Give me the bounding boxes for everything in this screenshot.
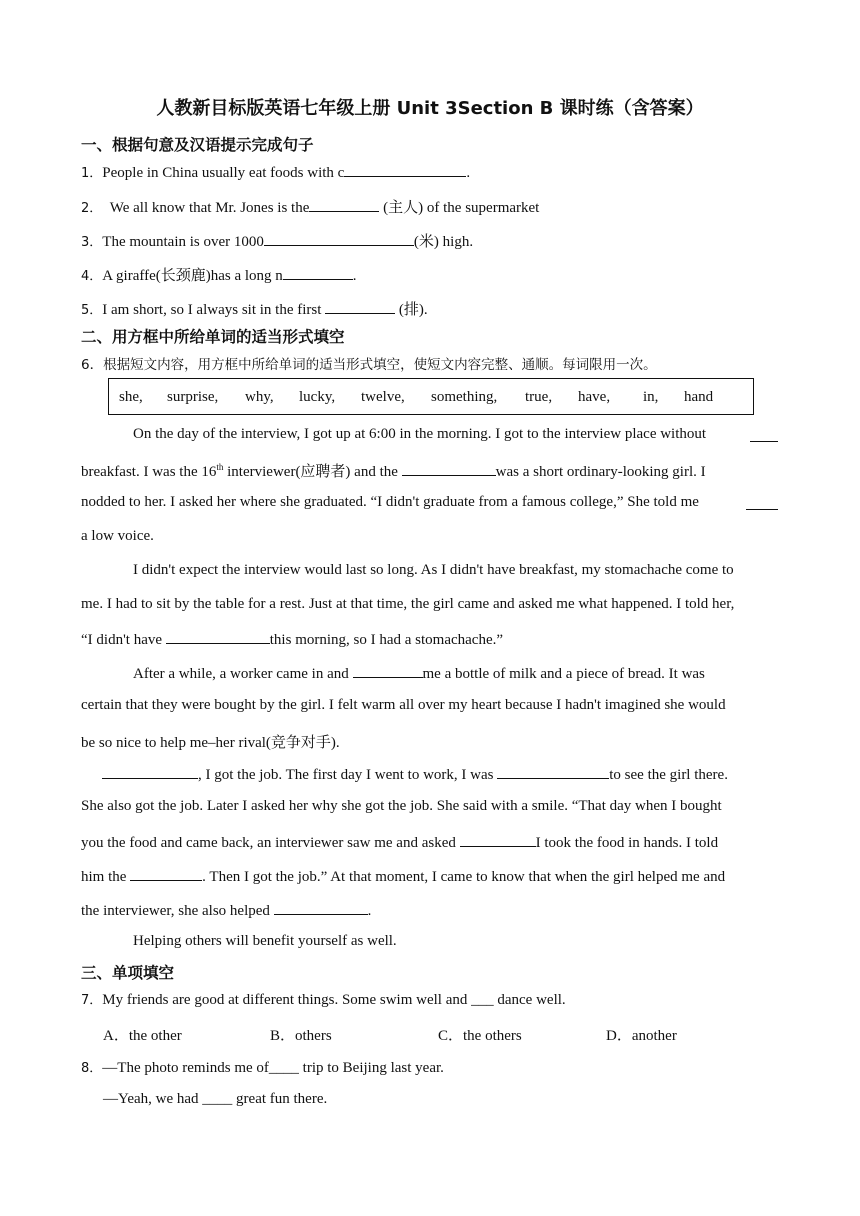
word-box-item: she, <box>119 389 143 405</box>
word-box-item: have, <box>578 389 611 405</box>
passage-line: a low voice. <box>81 528 154 544</box>
passage-line: On the day of the interview, I got up at 6:00 in the morning. I got to the interview place without <box>133 426 707 442</box>
word-box-item: in, <box>643 389 659 405</box>
passage-line: , I got the job. The first day I went to work, I was to see the girl there. <box>102 764 728 784</box>
answer-blank[interactable] <box>309 197 379 212</box>
passage-line: “I didn't have this morning, so I had a stomachache.” <box>81 629 503 649</box>
question-text-end: . <box>352 268 357 284</box>
passage-line: After a while, a worker came in and me a bottle of milk and a piece of bread. It was <box>133 663 705 683</box>
word-box-item: twelve, <box>361 389 405 405</box>
question-8-line-2: —Yeah, we had ____ great fun there. <box>103 1091 328 1107</box>
passage-line: nodded to her. I asked her where she graduated. “I didn't graduate from a famous college,” She told me <box>81 494 699 510</box>
passage-line: She also got the job. Later I asked her why she got the job. She said with a smile. “That day when I bought <box>81 798 722 814</box>
question-2 <box>81 196 539 217</box>
passage-line: me. I had to sit by the table for a rest. Just at that time, the girl came and asked me what happened. I told her, <box>81 596 735 612</box>
word-box-item: true, <box>525 389 553 405</box>
option-a[interactable]: A．the other <box>103 1028 182 1044</box>
question-1 <box>81 162 470 182</box>
passage-line: be so nice to help me–her rival(竞争对手). <box>81 735 340 751</box>
passage-line: him the . Then I got the job.” At that moment, I came to know that when the girl helped me and <box>81 866 725 886</box>
question-text: My friends are good at different things. Some swim well and ___ dance well. <box>102 992 566 1008</box>
question-3 <box>81 230 473 251</box>
answer-blank[interactable] <box>102 764 198 779</box>
question-text-end: . <box>466 165 471 181</box>
question-text: —The photo reminds me of____ trip to Beijing last year. <box>102 1060 444 1076</box>
question-6 <box>81 353 657 373</box>
question-number: 5． <box>81 303 103 318</box>
question-text-end: (主人) of the supermarket <box>379 200 540 216</box>
question-text: The mountain is over 1000 <box>102 234 264 250</box>
passage-line: you the food and came back, an interviewer saw me and asked I took the food in hands. I told <box>81 832 718 852</box>
passage-line: breakfast. I was the 16th interviewer(应聘者) and the was a short ordinary-looking girl. I <box>81 462 706 480</box>
question-number: 2． <box>81 201 103 216</box>
answer-blank[interactable] <box>353 663 423 678</box>
question-text: 根据短文内容，用方框中所给单词的适当形式填空，使短文内容完整、通顺。每词限用一次。 <box>103 357 657 373</box>
word-box-item: why, <box>245 389 274 405</box>
answer-blank[interactable] <box>497 764 609 779</box>
option-c[interactable]: C．the others <box>438 1028 522 1044</box>
answer-blank[interactable] <box>283 265 353 280</box>
question-number: 8． <box>81 1061 103 1076</box>
passage-line: the interviewer, she also helped . <box>81 900 371 920</box>
question-text-end: (米) high. <box>413 234 474 250</box>
question-text: People in China usually eat foods with c <box>102 165 345 181</box>
answer-blank[interactable] <box>166 629 270 644</box>
question-text-end: (排). <box>395 302 428 318</box>
passage-line: Helping others will benefit yourself as well. <box>133 933 397 949</box>
option-b[interactable]: B．others <box>270 1028 332 1044</box>
word-box-item: hand <box>684 389 714 405</box>
question-number: 1． <box>81 166 103 181</box>
question-7 <box>81 989 566 1009</box>
section-heading-2: 二、用方框中所给单词的适当形式填空 <box>81 328 345 346</box>
word-box <box>108 378 754 415</box>
passage-line: I didn't expect the interview would last so long. As I didn't have breakfast, my stomachache come to <box>133 562 734 578</box>
question-5 <box>81 298 428 319</box>
passage-line: certain that they were bought by the girl. I felt warm all over my heart because I hadn't imagined she would <box>81 697 726 713</box>
question-number: 4． <box>81 269 103 284</box>
word-box-item: lucky, <box>299 389 336 405</box>
section-heading-3: 三、单项填空 <box>81 964 175 982</box>
question-4 <box>81 264 357 285</box>
question-text: A giraffe(长颈鹿)has a long n <box>102 268 283 284</box>
question-number: 3． <box>81 235 103 250</box>
answer-blank[interactable] <box>460 832 536 847</box>
answer-blank[interactable] <box>344 162 466 177</box>
section-heading-1: 一、根据句意及汉语提示完成句子 <box>81 136 314 154</box>
question-number: 6． <box>81 357 104 373</box>
question-number: 7． <box>81 993 103 1008</box>
answer-blank[interactable] <box>274 900 368 915</box>
answer-blank[interactable] <box>130 866 202 881</box>
word-box-item: surprise, <box>167 389 219 405</box>
question-text: We all know that Mr. Jones is the <box>109 200 310 216</box>
question-text: I am short, so I always sit in the first <box>102 302 326 318</box>
question-8 <box>81 1057 444 1077</box>
word-box-item: something, <box>431 389 498 405</box>
answer-blank[interactable] <box>264 231 414 246</box>
answer-blank[interactable] <box>325 299 395 314</box>
option-d[interactable]: D．another <box>606 1028 677 1044</box>
page-title: 人教新目标版英语七年级上册 Unit 3Section B 课时练（含答案） <box>156 98 704 119</box>
answer-blank[interactable] <box>402 461 496 476</box>
answer-blank[interactable] <box>750 427 778 442</box>
answer-blank[interactable] <box>746 495 778 510</box>
